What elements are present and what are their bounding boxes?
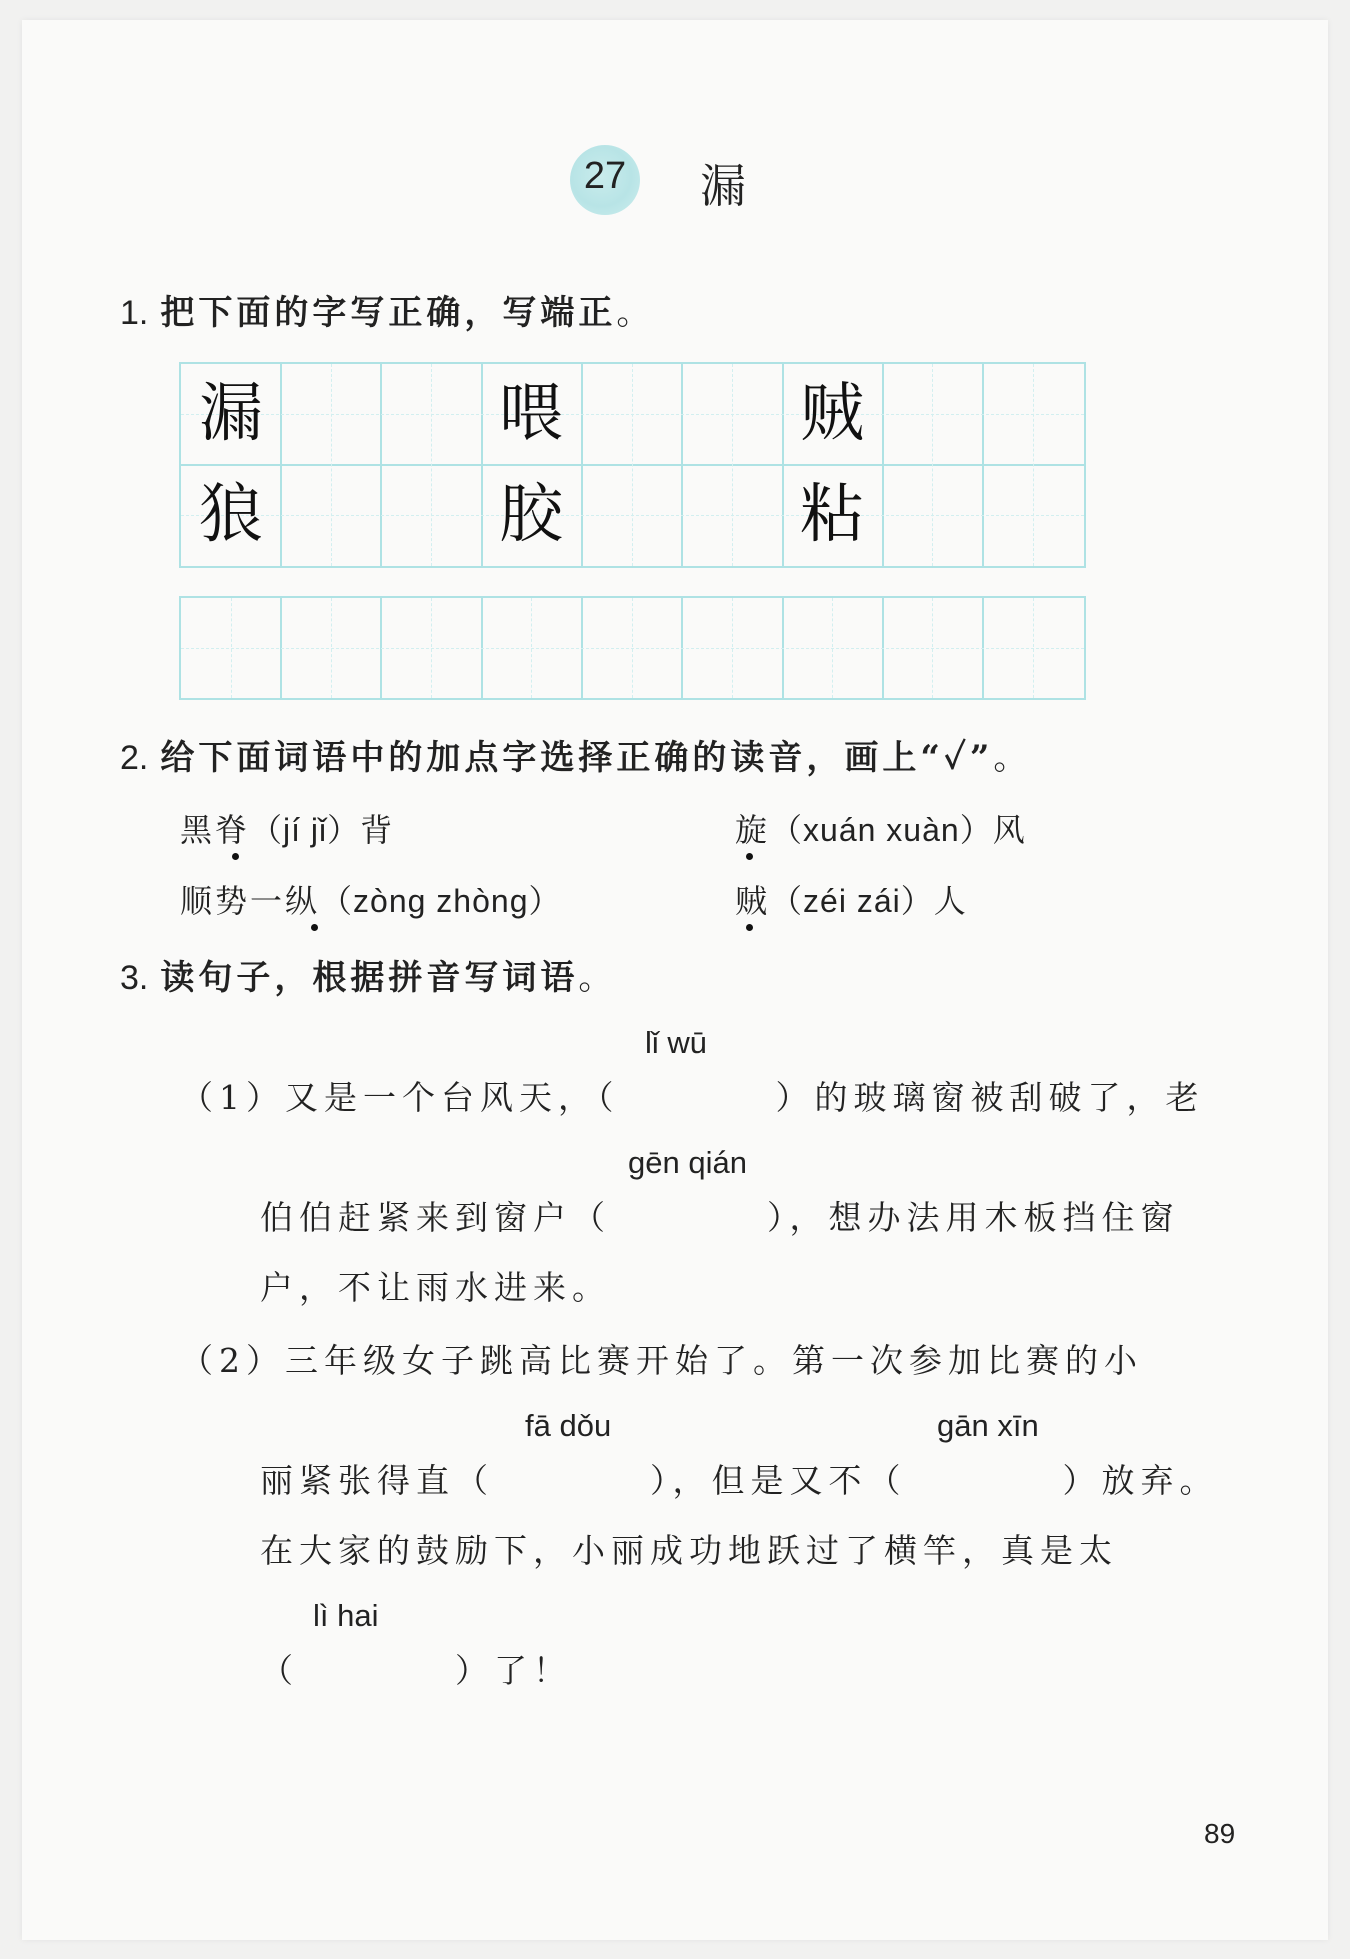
q2-item-1-word: 黑脊 (180, 811, 251, 849)
grid-char-1: 漏 (199, 377, 263, 451)
grid-char-5: 胶 (499, 478, 563, 552)
q3-sentence-line-7: （ ）了！ (260, 1651, 572, 1690)
emphasis-dot (311, 924, 318, 931)
question-1-end-punct: 。 (616, 293, 655, 333)
q2-item-4-tail: 人 (933, 882, 969, 920)
q2-item-4-word: 贼 (735, 882, 771, 920)
grid-char-3: 贼 (800, 377, 864, 451)
q3-sentence-line-4: （2）三年级女子跳高比赛开始了。第一次参加比赛的小 (180, 1341, 1143, 1380)
q2-item-4 (735, 876, 969, 922)
writing-grid-practice[interactable] (179, 596, 1086, 700)
question-2-text: 给下面词语中的加点字选择正确的读音，画上“✓” (160, 738, 994, 778)
q2-item-3-word: 顺势一纵 (180, 882, 321, 920)
q2-item-2-options[interactable]: （xuán xuàn） (770, 812, 993, 848)
grid-char-6: 粘 (800, 478, 864, 552)
pinyin-hint-1: lǐ wū (645, 1025, 708, 1060)
q2-item-1-options[interactable]: （jí jǐ） (250, 812, 361, 848)
q2-item-4-options[interactable]: （zéi zái） (770, 883, 934, 919)
q2-item-3-options[interactable]: （zòng zhòng） (320, 883, 562, 919)
pinyin-hint-5: lì hai (313, 1598, 379, 1633)
question-3-number: 3. (120, 959, 149, 997)
lesson-title: 漏 (700, 159, 746, 213)
q2-item-2 (735, 805, 1028, 851)
q2-item-2-word: 旋 (735, 811, 771, 849)
pinyin-hint-4: gān xīn (937, 1408, 1039, 1443)
q3-sentence-line-5: 丽紧张得直（ ），但是又不（ ）放弃。 (260, 1461, 1219, 1500)
q3-sentence-line-3: 户，不让雨水进来。 (260, 1268, 611, 1307)
question-1-heading (120, 285, 654, 334)
question-3-end-punct: 。 (578, 958, 617, 998)
emphasis-dot (746, 853, 753, 860)
question-1-number: 1. (120, 294, 149, 332)
page-number: 89 (1204, 1818, 1236, 1849)
grid-char-4: 狼 (199, 478, 263, 552)
question-2-number: 2. (120, 739, 149, 777)
pinyin-hint-3: fā dǒu (525, 1408, 612, 1443)
question-2-heading (120, 730, 1031, 779)
q3-sentence-line-1: （1）又是一个台风天，（ ）的玻璃窗被刮破了，老 (180, 1078, 1205, 1117)
question-1-text: 把下面的字写正确，写端正 (160, 293, 617, 333)
grid-char-2: 喂 (499, 377, 563, 451)
question-2-end-punct: 。 (993, 738, 1032, 778)
writing-grid-examples (179, 362, 1086, 568)
q2-item-3 (180, 876, 562, 922)
emphasis-dot (232, 853, 239, 860)
lesson-number: 27 (583, 155, 627, 197)
q2-item-2-tail: 风 (992, 811, 1028, 849)
emphasis-dot (746, 924, 753, 931)
question-3-text: 读句子，根据拼音写词语 (160, 958, 579, 998)
q2-item-1-tail: 背 (360, 811, 396, 849)
pinyin-hint-2: gēn qián (628, 1145, 747, 1180)
q3-sentence-line-2: 伯伯赶紧来到窗户（ ），想办法用木板挡住窗 (260, 1198, 1180, 1237)
q3-sentence-line-6: 在大家的鼓励下，小丽成功地跃过了横竿，真是太 (260, 1531, 1118, 1570)
question-3-heading (120, 950, 616, 999)
q2-item-1 (180, 805, 395, 851)
